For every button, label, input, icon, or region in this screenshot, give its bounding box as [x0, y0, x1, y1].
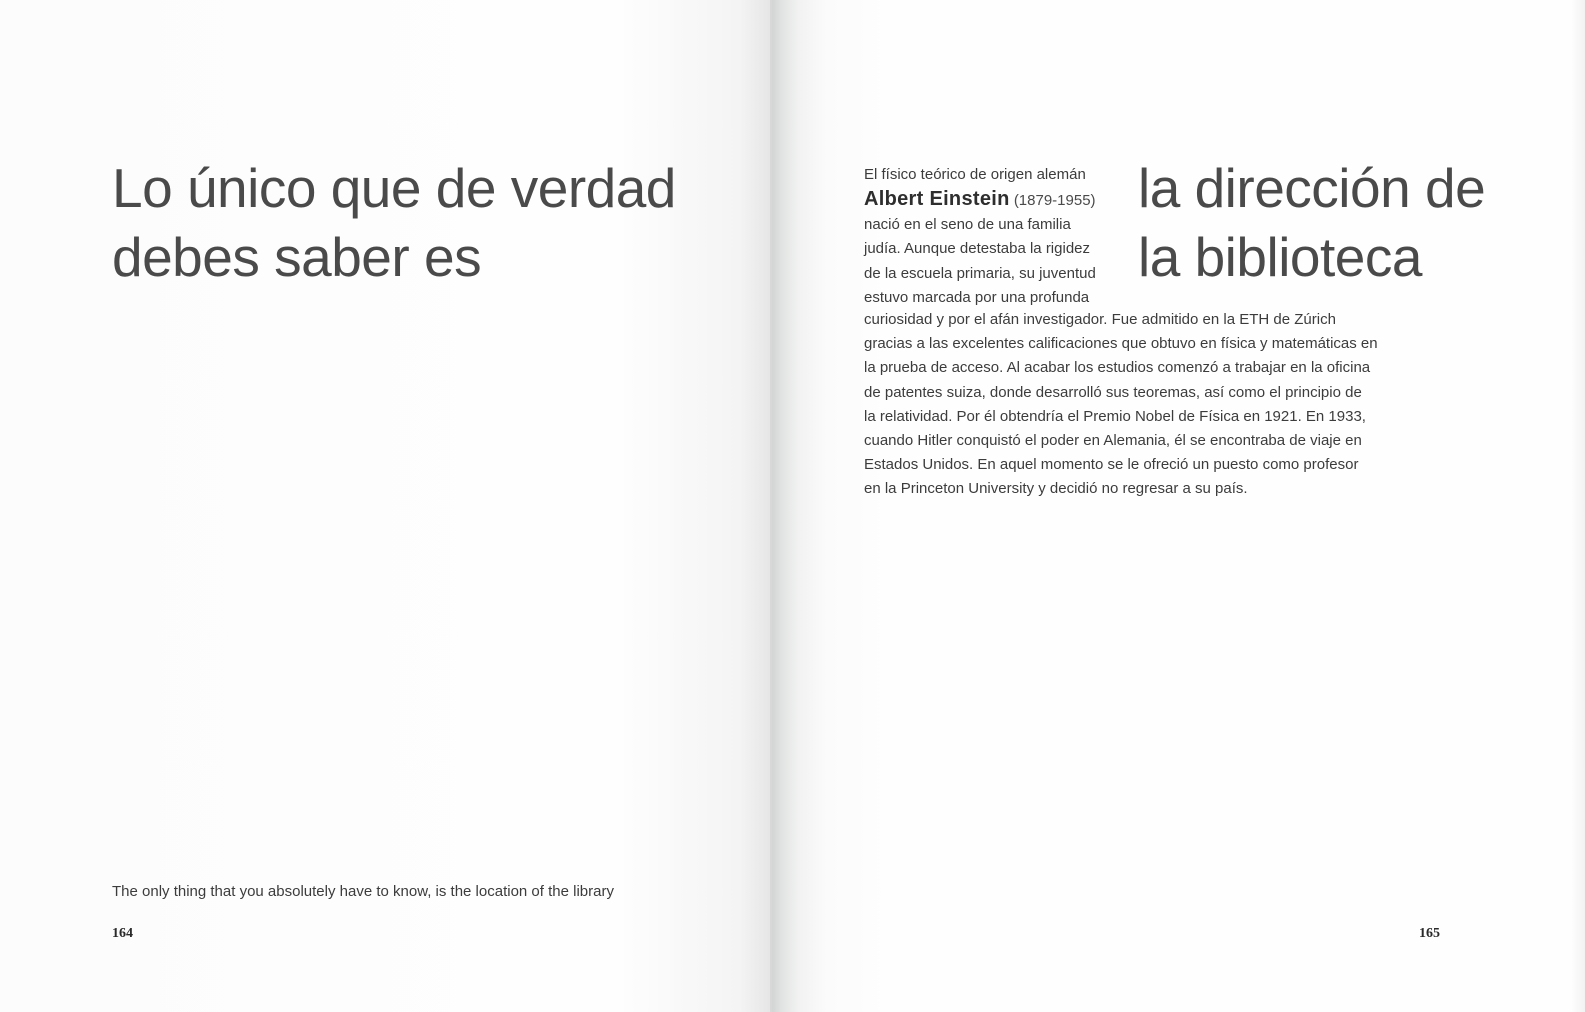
english-translation-caption: The only thing that you absolutely have to know, is the location of the library	[112, 883, 614, 900]
body-line: la relatividad. Por él obtendría el Premio Nobel de Física en 1921. En 1933,	[864, 407, 1366, 425]
left-title-line-2: debes saber es	[112, 226, 482, 288]
body-line: en la Princeton University y decidió no regresar a su país.	[864, 480, 1248, 498]
right-page-title	[1138, 154, 1485, 292]
left-page-title	[112, 154, 676, 292]
body-line: cuando Hitler conquistó el poder en Alemania, él se encontraba de viaje en	[864, 432, 1362, 450]
subject-name: Albert Einstein	[864, 188, 1010, 211]
body-line: Estados Unidos. En aquel momento se le ofreció un puesto como profesor	[864, 456, 1359, 474]
body-line: curiosidad y por el afán investigador. Fue admitido en la ETH de Zúrich	[864, 311, 1336, 328]
intro-line: estuvo marcada por una profunda	[864, 288, 1090, 306]
book-gutter	[770, 0, 772, 1012]
left-page	[0, 0, 770, 1012]
body-line: de patentes suiza, donde desarrolló sus teoremas, así como el principio de	[864, 383, 1362, 401]
right-title-line-2: la biblioteca	[1138, 226, 1422, 288]
right-page-number: 165	[1419, 926, 1440, 941]
intro-line: nació en el seno de una familia	[864, 216, 1071, 234]
left-title-line-1: Lo único que de verdad	[112, 157, 676, 219]
body-line: gracias a las excelentes calificaciones que obtuvo en física y matemáticas en	[864, 335, 1378, 353]
subject-name-line	[864, 187, 1124, 213]
page-edge	[1571, 0, 1585, 1012]
biography-body	[864, 308, 1434, 502]
body-line: la prueba de acceso. Al acabar los estudios comenzó a trabajar en la oficina	[864, 359, 1371, 377]
intro-line: de la escuela primaria, su juventud	[864, 264, 1096, 282]
intro-line: El físico teórico de origen alemán	[864, 166, 1086, 183]
right-title-line-1: la dirección de	[1138, 157, 1486, 219]
left-page-number: 164	[112, 926, 133, 941]
biography-intro	[864, 163, 1124, 310]
subject-dates: (1879-1955)	[1013, 192, 1096, 210]
intro-line: judía. Aunque detestaba la rigidez	[864, 240, 1091, 258]
right-page	[770, 0, 1585, 1012]
